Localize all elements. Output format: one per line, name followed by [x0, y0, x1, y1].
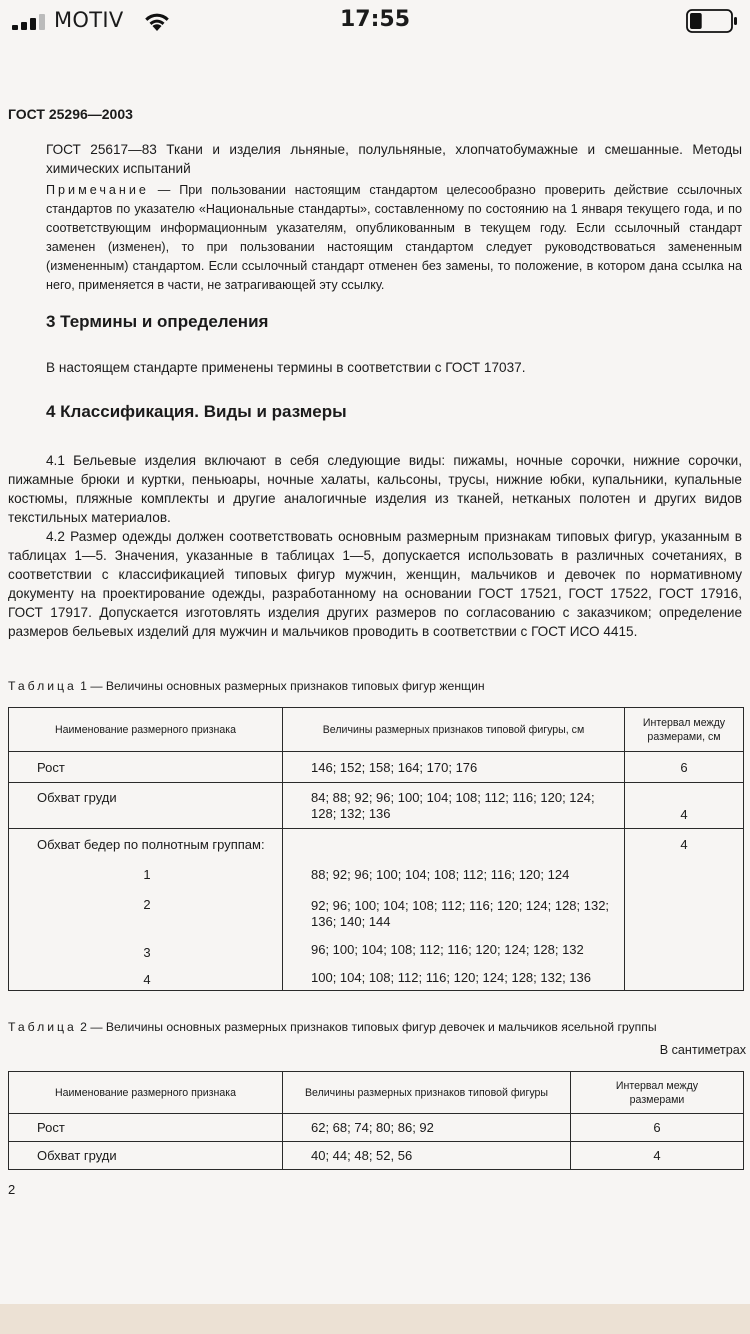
table-1-cell-name: Обхват груди — [9, 783, 283, 829]
table-2-caption-label: Таблица — [8, 1020, 77, 1034]
table-1-cell-interval: 6 — [625, 752, 744, 783]
note-text: — При пользовании настоящим стандартом целесообразно проверить действие ссылочных стандартов по указателю «Национальные стандарты», составленному по состоянию на 1 января текущего года, и по соответствующим информационным указателям, опубликованным в текущем году. Если ссылочный стандарт заменен (изменен), то при пользовании настоящим стандартом следует руководствоваться замененным (измененным) стандартом. Если ссылочный стандарт отменен без замены, то положение, в котором дана ссылка на него, применяется в части, не затрагивающей эту ссылку. — [46, 183, 742, 292]
table-1-cell-values-line: 136; 140; 144 — [311, 914, 391, 929]
carrier-name: MOTIV — [54, 8, 124, 32]
table-1-cell-name: Обхват бедер по полнотным группам: — [37, 837, 265, 852]
table-1-cell-values-line: 88; 92; 96; 100; 104; 108; 112; 116; 120; 124 — [311, 867, 570, 882]
section-4-title: 4 Классификация. Виды и размеры — [46, 402, 347, 421]
section-3-text: В настоящем стандарте применены термины в соответствии с ГОСТ 17037. — [46, 360, 526, 375]
clock-time: 17:55 — [339, 7, 411, 32]
table-2-cell-values: 40; 44; 48; 52, 56 — [283, 1142, 571, 1170]
table-1-header-values: Величины размерных признаков типовой фигуры, см — [283, 708, 625, 752]
table-1-cell-name: Рост — [9, 752, 283, 783]
battery-icon — [686, 9, 738, 33]
table-row — [9, 1114, 744, 1142]
group-label: 3 — [143, 945, 151, 960]
table-1-cell-interval: 4 — [625, 783, 744, 829]
bottom-bar — [0, 1304, 750, 1334]
table-1-hips-values — [283, 829, 625, 991]
table-2-cell-interval: 4 — [571, 1142, 744, 1170]
note-label: Примечание — [46, 183, 149, 197]
table-1-hips-labels — [9, 829, 283, 991]
table-1-cell-values-line: 84; 88; 92; 96; 100; 104; 108; 112; 116; 120; 124; — [311, 790, 595, 805]
table-2-units: В сантиметрах — [659, 1043, 746, 1057]
table-2-header-row — [9, 1072, 744, 1114]
table-1-header-name: Наименование размерного признака — [9, 708, 283, 752]
table-row — [9, 1142, 744, 1170]
status-bar — [0, 0, 750, 42]
table-1-cell-values — [283, 783, 625, 829]
table-1-cell-interval: 4 — [625, 829, 744, 991]
table-row — [9, 783, 744, 829]
table-1-cell-values: 146; 152; 158; 164; 170; 176 — [283, 752, 625, 783]
table-2-header-values: Величины размерных признаков типовой фигуры — [283, 1072, 571, 1114]
table-1-cell-values-line: 96; 100; 104; 108; 112; 116; 120; 124; 128; 132 — [311, 942, 584, 957]
table-1-cell-values-line: 100; 104; 108; 112; 116; 120; 124; 128; 132; 136 — [311, 970, 591, 985]
table-2-cell-interval: 6 — [571, 1114, 744, 1142]
table-row — [9, 829, 744, 991]
paragraph-4-1: 4.1 Бельевые изделия включают в себя следующие виды: пижамы, ночные сорочки, нижние сорочки, пижамные брюки и куртки, пеньюары, ночные халаты, кальсоны, трусы, нижние юбки, купальники, купальные костюмы, пляжные комплекты и другие аналогичные изделия из тканей, нетканых полотен и других видов текстильных материалов. — [8, 453, 742, 525]
table-2-header-name: Наименование размерного признака — [9, 1072, 283, 1114]
group-label: 2 — [143, 897, 151, 912]
table-2-header-interval: Интервал между размерами — [571, 1072, 744, 1114]
table-1-header-row — [9, 708, 744, 752]
group-label: 1 — [143, 867, 151, 882]
paragraph-4-2: 4.2 Размер одежды должен соответствовать основным размерным признакам типовых фигур, указанным в таблицах 1—5. Значения, указанные в таблицах 1—5, допускается использовать в различных сочетаниях, в соответствии с классификацией типовых фигур мужчин, женщин, мальчиков и девочек по нормативному документу на проектирование одежды, разработанному на основании ГОСТ 17521, ГОСТ 17522, ГОСТ 17916, ГОСТ 17917. Допускается изготовлять изделия других размеров по согласованию с заказчиком; определение размеров бельевых изделий для мужчин и мальчиков проводить в соответствии с ГОСТ ИСО 4415. — [8, 529, 742, 639]
table-1-caption-label: Таблица — [8, 679, 77, 693]
table-1-caption — [8, 679, 485, 693]
table-2-cell-name: Рост — [9, 1114, 283, 1142]
document-page[interactable] — [0, 42, 750, 1304]
document-id: ГОСТ 25296—2003 — [8, 106, 133, 122]
group-label: 4 — [143, 972, 151, 987]
table-1-caption-text: 1 — Величины основных размерных признаков типовых фигур женщин — [76, 679, 485, 693]
note-paragraph — [46, 181, 742, 295]
table-row — [9, 752, 744, 783]
table-2-caption-text: 2 — Величины основных размерных признаков типовых фигур девочек и мальчиков ясельной группы — [76, 1020, 657, 1034]
table-2 — [8, 1071, 744, 1170]
table-1-cell-values-line: 92; 96; 100; 104; 108; 112; 116; 120; 124; 128; 132; — [311, 898, 610, 913]
page-number: 2 — [8, 1182, 16, 1197]
table-2-cell-name: Обхват груди — [9, 1142, 283, 1170]
table-1-cell-values-line: 128; 132; 136 — [311, 806, 391, 821]
section-3-title: 3 Термины и определения — [46, 312, 269, 331]
table-1 — [8, 707, 744, 991]
table-2-cell-values: 62; 68; 74; 80; 86; 92 — [283, 1114, 571, 1142]
reference-standard-text: ГОСТ 25617—83 Ткани и изделия льняные, полульняные, хлопчатобумажные и смешанные. Методы химических испытаний — [46, 142, 742, 176]
table-2-caption — [8, 1020, 657, 1034]
table-1-header-interval: Интервал между размерами, см — [625, 708, 744, 752]
